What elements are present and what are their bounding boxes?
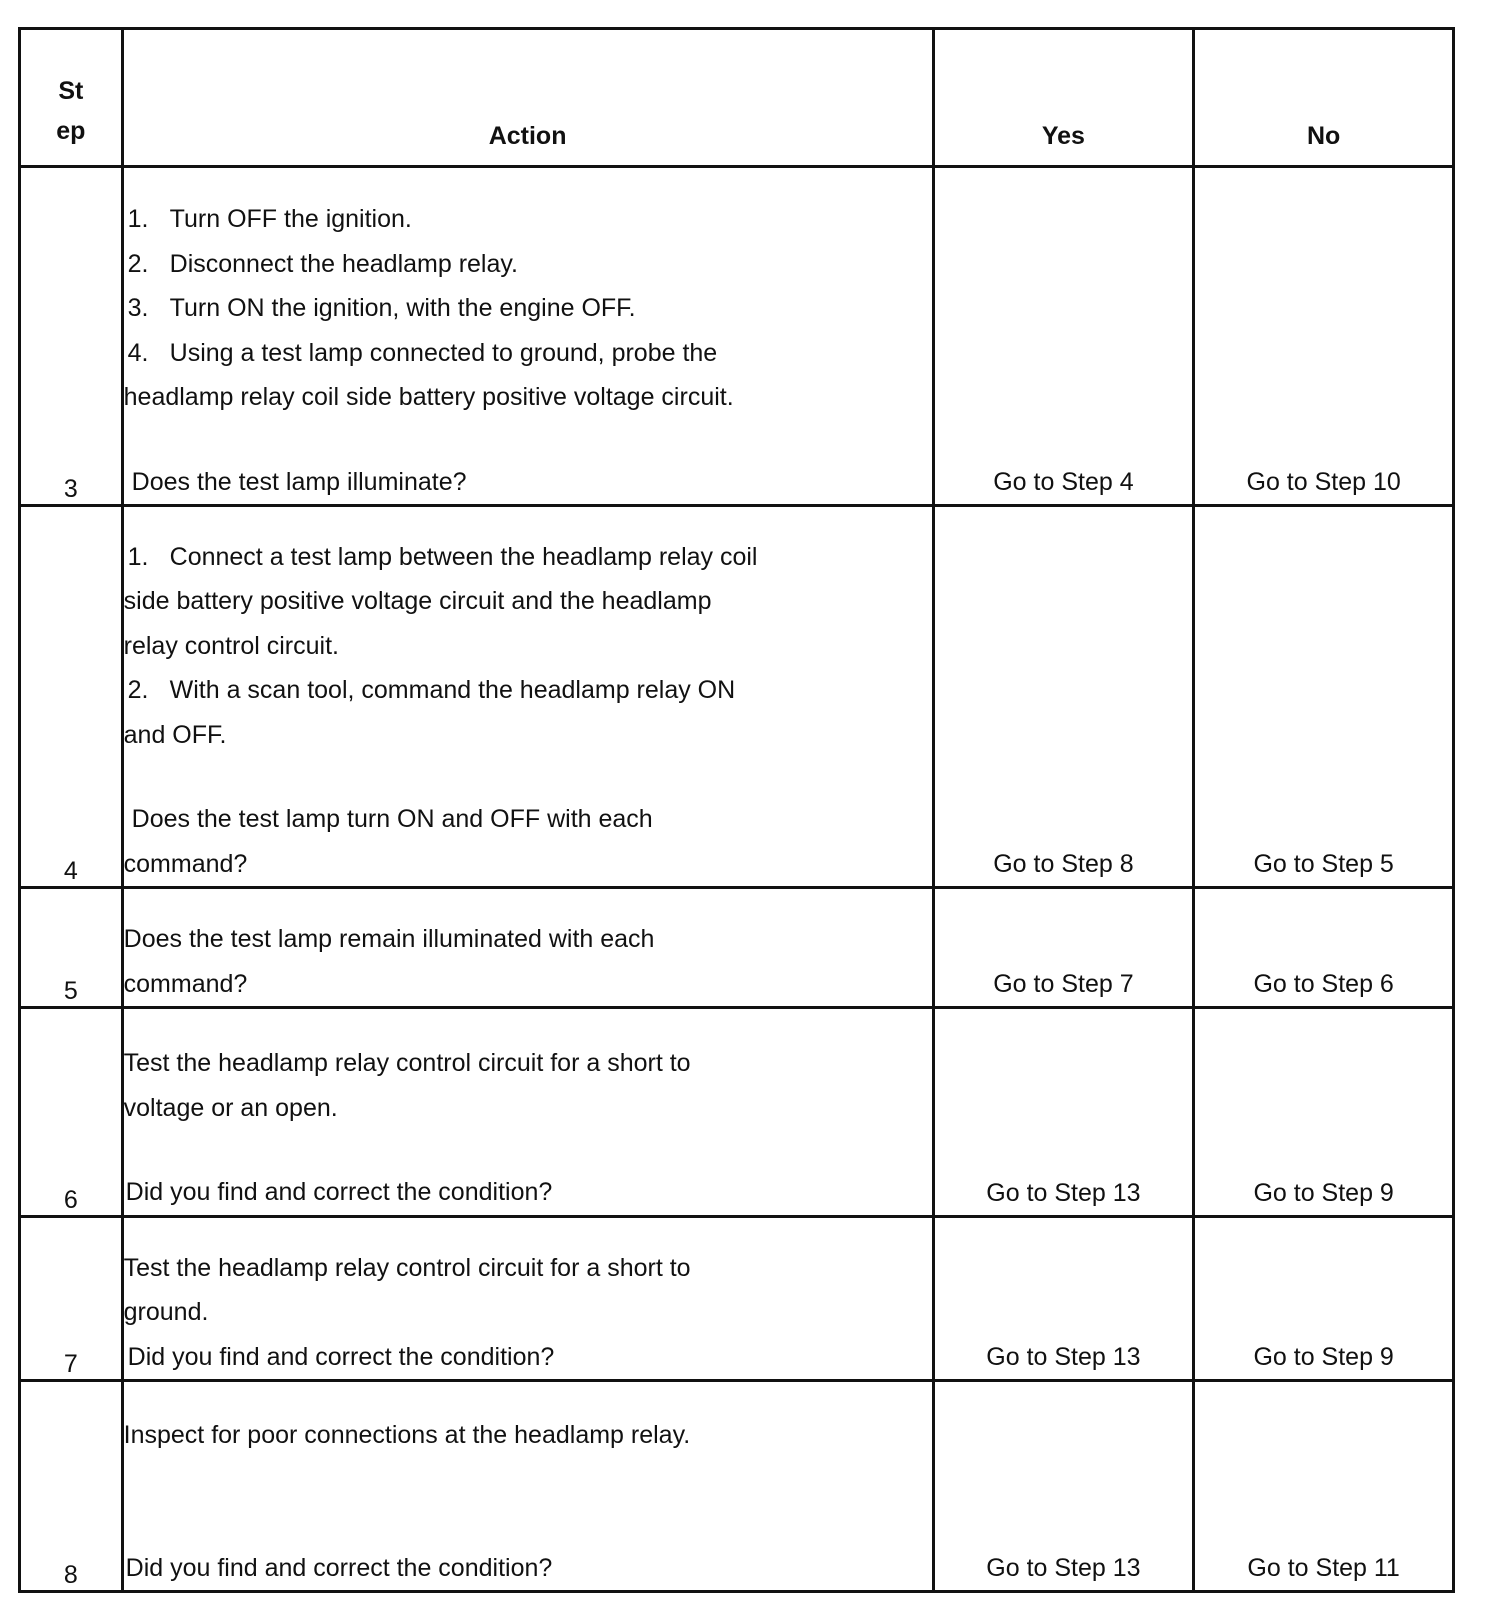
step-number: 6 xyxy=(20,1008,123,1217)
header-action: Action xyxy=(122,29,933,167)
question-text: Does the test lamp remain illuminated with each xyxy=(123,925,655,954)
table-row xyxy=(20,167,1454,506)
action-text: Test the headlamp relay control circuit for a short to xyxy=(123,1049,691,1078)
diagnostic-table xyxy=(18,27,1455,1593)
list-item-continuation: headlamp relay coil side battery positive voltage circuit. xyxy=(123,383,734,412)
header-row xyxy=(20,29,1454,167)
question-text: Does the test lamp turn ON and OFF with each xyxy=(131,805,653,834)
question-text-cont: command? xyxy=(123,969,248,998)
action-cell xyxy=(122,1381,933,1592)
question-text-cont: command? xyxy=(123,849,248,878)
action-text: Test the headlamp relay control circuit for a short to xyxy=(123,1253,691,1282)
header-yes: Yes xyxy=(933,29,1194,167)
step-number: 8 xyxy=(20,1381,123,1592)
list-item: 4. Using a test lamp connected to ground, probe the xyxy=(127,338,718,367)
step-number: 7 xyxy=(20,1216,123,1380)
table-row xyxy=(20,1008,1454,1217)
table-row xyxy=(20,1381,1454,1592)
header-step-line1: St xyxy=(58,77,84,105)
table-row xyxy=(20,888,1454,1008)
action-cell xyxy=(122,167,933,506)
question-text: Did you find and correct the condition? xyxy=(125,1178,553,1207)
no-cell: Go to Step 9 xyxy=(1194,1008,1454,1217)
table-row xyxy=(20,1216,1454,1380)
action-cell: 1. Connect a test lamp between the headlamp relay coil side battery positive voltage circuit and the headlamp relay control circuit. 2. With a scan tool, command the headlamp relay ON and OFF. Does the test lamp turn ON and OFF with each command? xyxy=(122,506,933,888)
list-item: 2. Disconnect the headlamp relay. xyxy=(127,249,518,278)
no-cell: Go to Step 9 xyxy=(1194,1216,1454,1380)
header-no: No xyxy=(1194,29,1454,167)
action-cell xyxy=(122,1008,933,1217)
step-number: 4 xyxy=(20,506,123,888)
no-cell: Go to Step 10 xyxy=(1194,167,1454,506)
list-item: 1. Turn OFF the ignition. xyxy=(127,205,412,234)
yes-cell: Go to Step 4 xyxy=(933,167,1194,506)
step-number: 5 xyxy=(20,888,123,1008)
action-text-cont: ground. xyxy=(123,1298,209,1327)
yes-cell: Go to Step 13 xyxy=(933,1216,1194,1380)
action-cell xyxy=(122,888,933,1008)
table-row xyxy=(20,506,1454,888)
no-cell: Go to Step 11 xyxy=(1194,1381,1454,1592)
question-text: Did you find and correct the condition? xyxy=(127,1342,555,1371)
header-step-line2: ep xyxy=(56,117,86,145)
no-cell: Go to Step 5 xyxy=(1194,506,1454,888)
question-text: Does the test lamp illuminate? xyxy=(131,467,467,496)
question-text: Did you find and correct the condition? xyxy=(125,1553,553,1582)
action-text-cont: voltage or an open. xyxy=(123,1093,338,1122)
header-step xyxy=(20,29,123,167)
list-item: 2. With a scan tool, command the headlamp relay ON xyxy=(127,676,736,705)
no-cell: Go to Step 6 xyxy=(1194,888,1454,1008)
action-text: Inspect for poor connections at the headlamp relay. xyxy=(123,1421,691,1449)
yes-cell: Go to Step 13 xyxy=(933,1008,1194,1217)
list-item: 3. Turn ON the ignition, with the engine OFF. xyxy=(127,294,636,323)
list-item: 1. Connect a test lamp between the headlamp relay coil xyxy=(127,542,758,571)
action-cell xyxy=(122,1216,933,1380)
yes-cell: Go to Step 7 xyxy=(933,888,1194,1008)
step-number: 3 xyxy=(20,167,123,506)
yes-cell: Go to Step 13 xyxy=(933,1381,1194,1592)
yes-cell: Go to Step 8 xyxy=(933,506,1194,888)
